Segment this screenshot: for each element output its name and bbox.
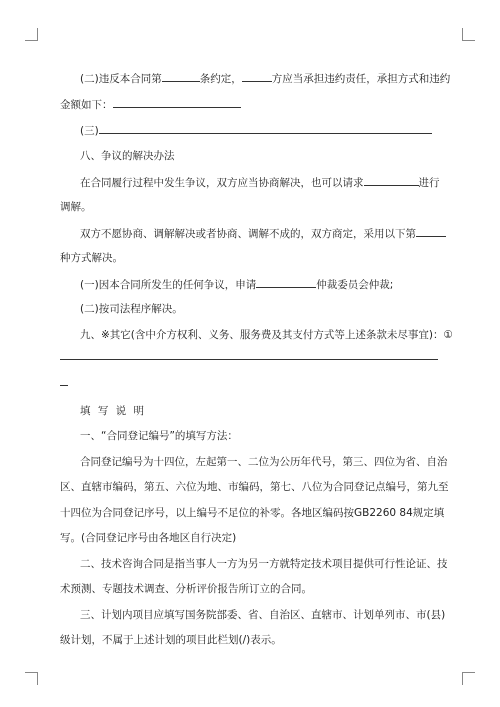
option-one-line: (一)因本合同所发生的任何争议，申请 仲裁委员会仲裁; [80, 279, 394, 291]
arbitration-para-line-1: 双方不愿协商、调解解决或者协商、调解不成的，双方商定，采用以下第 [80, 226, 446, 241]
instr-two-line-2: 术预测、专题技术调查、分析评价报告所订立的合同。 [60, 583, 312, 595]
crop-mark-top-left [25, 28, 38, 41]
section-nine-fill-line [60, 359, 438, 360]
instr-one-line-2: 区、直辖市编码，第五、六位为地、市编码，第七、八位为合同登记点编号，第九至 [60, 481, 449, 493]
breach-amount-line: 金额如下： [60, 97, 241, 112]
instr-one-line-3: 十四位为合同登记序号，以上编号不足位的补零。各地区编码按GB2260 84规定填 [60, 507, 445, 519]
dispute-para-line-1: 在合同履行过程中发生争议，双方应当协商解决，也可以请求 进行 [80, 177, 440, 189]
option-two-line: (二)按司法程序解决。 [80, 303, 183, 315]
crop-mark-bottom-right [462, 672, 475, 685]
dispute-para-line-2: 调解。 [60, 201, 92, 213]
instr-one-line-1: 合同登记编号为十四位，左起第一、二位为公历年代号，第三、四位为省、自治 [80, 456, 448, 468]
instr-two-line-1: 二、技术咨询合同是指当事人一方为另一方就特定技术项目提供可行性论证、技 [80, 558, 448, 570]
crop-mark-bottom-left [25, 672, 38, 685]
crop-mark-top-right [462, 28, 475, 41]
instr-one-heading: 一、“合同登记编号”的填写方法： [80, 430, 238, 442]
instr-three-line-1: 三、计划内项目应填写国务院部委、省、自治区、直辖市、计划单列市、市(县) [80, 609, 446, 621]
section-nine-heading: 九、※其它(含中介方权利、义务、服务费及其支付方式等上述条款未尽事宜)：① [80, 329, 453, 341]
item-three-line: (三) [80, 123, 432, 138]
section-eight-heading: 八、争议的解决办法 [80, 150, 175, 162]
breach-clause-line: (二)违反本合同第 条约定， 方应当承担违约责任，承担方式和违约 [80, 73, 451, 85]
arbitration-para-line-2: 种方式解决。 [60, 252, 123, 264]
short-fill-line [60, 385, 68, 386]
instructions-title: 填 写 说 明 [80, 405, 147, 417]
instr-one-line-4: 写。(合同登记序号由各地区自行决定) [60, 532, 237, 544]
instr-three-line-2: 级计划，不属于上述计划的项目此栏划(/)表示。 [60, 634, 282, 646]
